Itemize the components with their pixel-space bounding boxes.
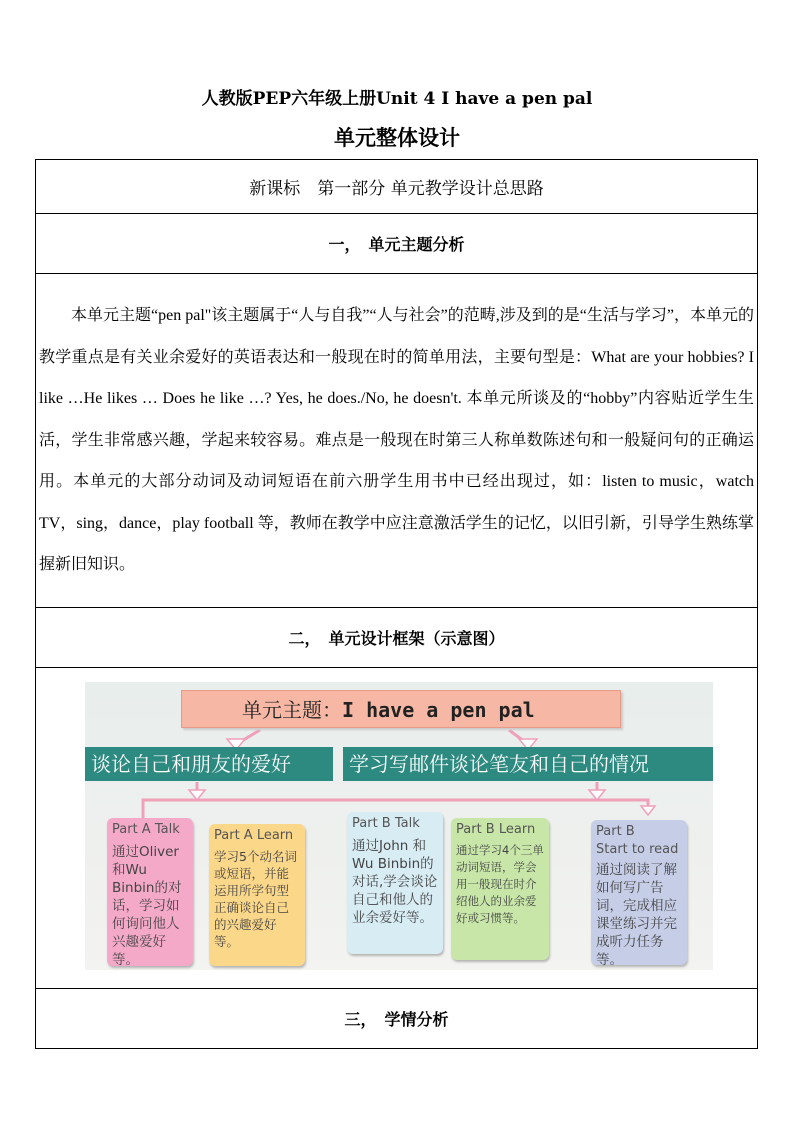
unit-theme-value: I have a pen pal — [342, 698, 535, 722]
section-3-title: 三， 学情分析 — [36, 989, 758, 1049]
framework-diagram — [85, 682, 713, 970]
card-text: 通过Oliver和Wu Binbin的对话，学习如何询问他人兴趣爱好等。 — [112, 844, 182, 968]
card-title: Part B Start to read — [596, 824, 679, 857]
band-write-email: 学习写邮件谈论笔友和自己的情况 — [343, 747, 713, 781]
arrow-head-right-end — [641, 806, 655, 815]
card-text: 通过John 和Wu Binbin的对话,学会谈论自己和他人的业余爱好等。 — [352, 838, 438, 926]
card-part-a-learn — [209, 824, 305, 966]
card-part-b-learn — [451, 818, 549, 960]
unit-theme-box — [181, 690, 621, 728]
card-part-b-read — [591, 820, 687, 968]
document-subtitle: 单元整体设计 — [334, 125, 460, 150]
design-table — [35, 159, 758, 1049]
band-talk-hobbies: 谈论自己和朋友的爱好 — [85, 747, 333, 781]
section-1-title: 一， 单元主题分析 — [36, 214, 758, 274]
document-title: 人教版PEP六年级上册Unit 4 I have a pen pal — [201, 89, 593, 109]
card-text: 学习5个动名词或短语，并能运用所学句型正确谈论自己的兴趣爱好等。 — [214, 849, 297, 949]
section-1-body: 本单元主题“pen pal"该主题属于“人与自我”“人与社会”的范畴,涉及到的是“生活与学习”，本单元的教学重点是有关业余爱好的英语表达和一般现在时的简单用法，主要句型是：What are your hobbies? I like …He likes … Does he like …? Yes, he does./No, he doesn't. 本单元所谈及的“hobby”内容贴近学生生活，学生非常感兴趣，学起来较容易。难点是一般现在时第三人称单数陈述句和一般疑问句的正确运用。本单元的大部分动词及动词短语在前六册学生用书中已经出现过，如：listen to music，watch TV，sing，dance，play football 等，教师在教学中应注意激活学生的记忆，以旧引新，引导学生熟练掌握新旧知识。 — [39, 307, 754, 574]
card-part-a-talk — [107, 818, 193, 966]
card-text: 通过学习4个三单动词短语，学会用一般现在时介绍他人的业余爱好或习惯等。 — [456, 843, 544, 925]
section-2-title: 二， 单元设计框架（示意图） — [36, 608, 758, 668]
card-part-b-talk — [347, 812, 443, 954]
framework-diagram-cell — [36, 668, 758, 989]
section-1-body-cell — [36, 274, 758, 608]
card-text: 通过阅读了解如何写广告词，完成相应课堂练习并完成听力任务等。 — [596, 862, 677, 968]
card-title: Part B Talk — [352, 816, 420, 831]
unit-theme-label: 单元主题： — [242, 698, 342, 722]
card-title: Part A Learn — [214, 828, 294, 843]
card-title: Part A Talk — [112, 822, 180, 837]
table-header: 新课标 第一部分 单元教学设计总思路 — [36, 160, 758, 214]
card-title: Part B Learn — [456, 822, 536, 837]
